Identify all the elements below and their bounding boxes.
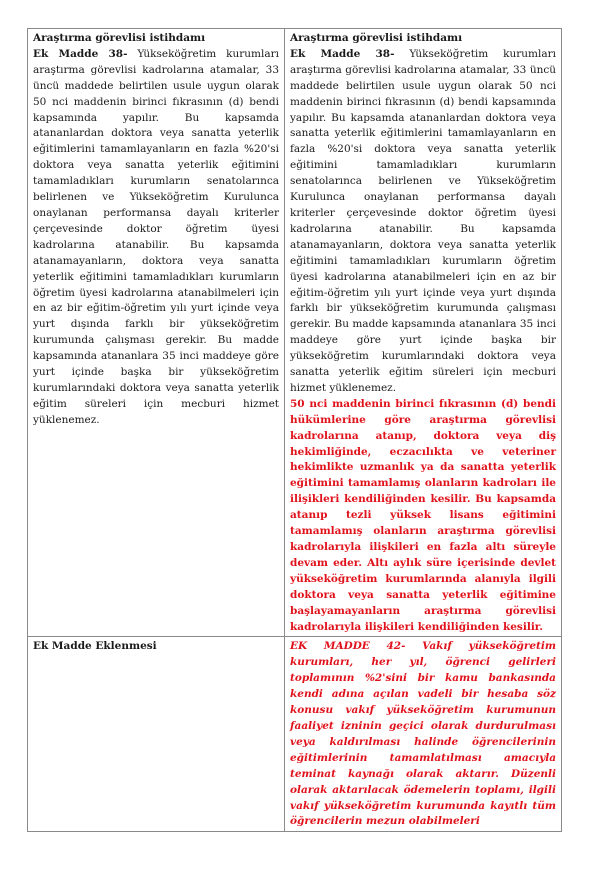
section-heading: Araştırma görevlisi istihdamı xyxy=(33,32,206,44)
article-body: Yükseköğretim kurumları araştırma görevlisi kadrolarına atamalar, 33 üncü maddede belirtilen usule uygun olarak 50 nci maddenin birinci fıkrasının (d) bendi kapsamında yapılır. Bu kapsamda atananlardan doktora veya sanatta yeterlik eğitimlerini tamamlayanların en fazla %20'si doktora veya sanatta yeterlik eğitimini tamamladıkları kurumların senatolarınca belirlenen ve Yükseköğretim Kurulunca onaylanan performansa dayalı kriterler çerçevesinde doktor öğretim üyesi kadrolarına atanabilir. Bu kapsamda atanamayanların, doktora veya sanatta yeterlik eğitimini tamamladıkları kurumların öğretim üyesi kadrolarına atanabilmeleri için en az bir eğitim-öğretim yılı yurt içinde veya yurt dışında farklı bir yükseköğretim kurumunda çalışması gerekir. Bu madde kapsamında atananlara 35 inci maddeye göre yurt içinde başka bir yükseköğretim kurumlarındaki doktora veya sanatta yeterlik eğitim süreleri için mecburi hizmet yüklenemez. xyxy=(33,47,279,426)
section-heading: Araştırma görevlisi istihdamı xyxy=(290,32,463,44)
comparison-table xyxy=(27,28,562,832)
article-number: Ek Madde 38- xyxy=(290,47,395,60)
article-number: Ek Madde 38- xyxy=(33,47,128,60)
new-text-cell xyxy=(285,637,562,832)
table-row xyxy=(28,29,562,637)
article-paragraph xyxy=(33,47,279,429)
old-text-cell xyxy=(28,637,285,832)
old-text-cell xyxy=(28,29,285,637)
article-body: Yükseköğretim kurumları araştırma görevlisi kadrolarına atamalar, 33 üncü maddede belirtilen usule uygun olarak 50 nci maddenin birinci fıkrasının (d) bendi kapsamında yapılır. Bu kapsamda atananlardan doktora veya sanatta yeterlik eğitimlerini tamamlayanların en fazla %20'si doktora veya sanatta yeterlik eğitimini tamamladıkları kurumların senatolarınca belirlenen ve Yükseköğretim Kurulunca onaylanan performansa dayalı kriterler çerçevesinde doktor öğretim üyesi kadrolarına atanabilir. Bu kapsamda atanamayanların, doktora veya sanatta yeterlik eğitimini tamamladıkları kurumların öğretim üyesi kadrolarına atanabilmeleri için en az bir eğitim-öğretim yılı yurt içinde veya yurt dışında farklı bir yükseköğretim kurumunda çalışması gerekir. Bu madde kapsamında atananlara 35 inci maddeye göre yurt içinde başka bir yükseköğretim kurumlarındaki doktora veya sanatta yeterlik eğitim süreleri için mecburi hizmet yüklenemez. xyxy=(290,47,556,394)
new-text-cell xyxy=(285,29,562,637)
added-paragraph: 50 nci maddenin birinci fıkrasının (d) bendi hükümlerine göre araştırma görevlisi kadrolarına atanıp, doktora veya diş hekimliğinde, eczacılıkta ve veteriner hekimlikte uzmanlık ya da sanatta yeterlik eğitimini tamamlamış olanların kadroları ile ilişikleri kendiliğinden kesilir. Bu kapsamda atanıp tezli yüksek lisans eğitimini tamamlamış olanların araştırma görevlisi kadrolarıyla ilişkileri en fazla altı süreyle devam eder. Altı aylık süre içerisinde devlet yükseköğretim kurumlarında alanıyla ilgili doktora veya sanatta yeterlik eğitimine başlayamayanların araştırma görevlisi kadrolarıyla ilişkileri kendiliğinden kesilir. xyxy=(290,397,556,633)
section-heading: Ek Madde Eklenmesi xyxy=(33,640,157,653)
article-paragraph xyxy=(290,47,556,397)
added-article-paragraph: EK MADDE 42- Vakıf yükseköğretim kurumları, her yıl, öğrenci gelirleri toplamının %2'sini bir kamu bankasında kendi adına açılan vadeli bir hesaba söz konusu vakıf yükseköğretim kurumunun faaliyet izninin geçici olarak durdurulması veya kaldırılması halinde öğrencilerinin eğitimlerinin tamamlatılması amacıyla teminat kaynağı olarak aktarır. Düzenli olarak aktarılacak ödemelerin toplamı, ilgili vakıf yükseköğretim kurumunda kayıtlı tüm öğrencilerin mezun olabilmeleri xyxy=(290,640,556,828)
table-row xyxy=(28,637,562,832)
